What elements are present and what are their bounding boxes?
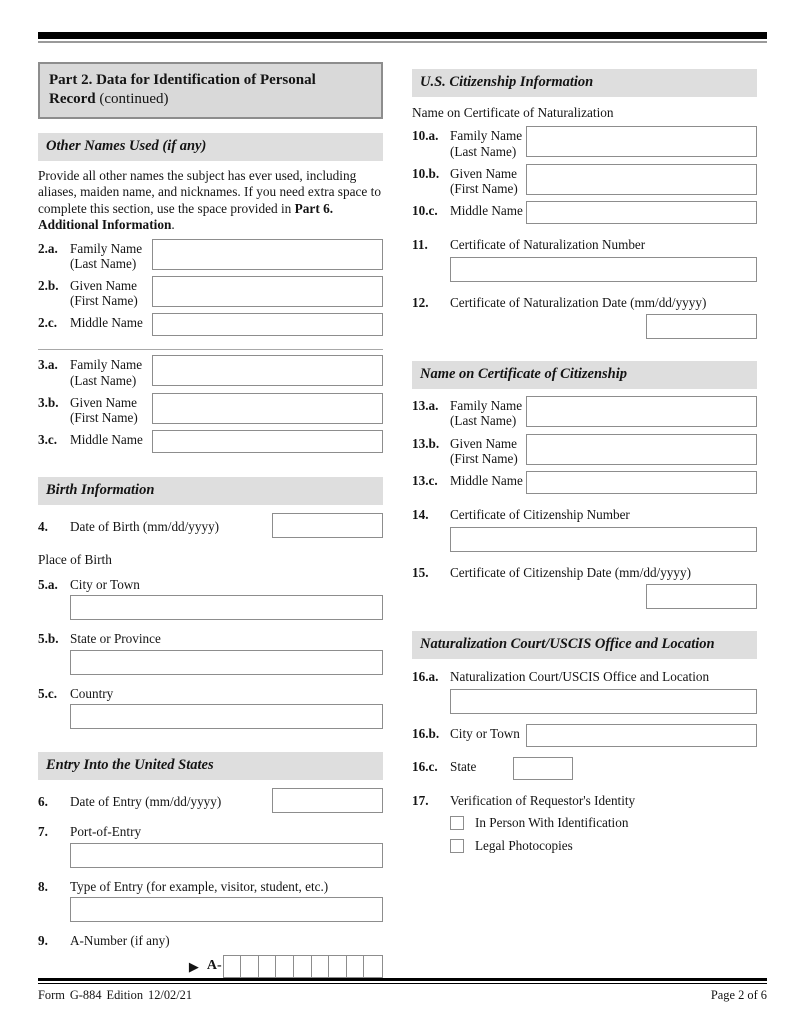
input-10c-middle-name[interactable]	[526, 201, 757, 224]
input-6-date-of-entry[interactable]	[272, 788, 383, 813]
footer-form-info	[38, 988, 197, 1003]
field-row-13b	[412, 434, 757, 466]
a-number-cell[interactable]	[347, 956, 365, 977]
field-number-6: 6.	[38, 793, 48, 809]
instructions-end: .	[171, 217, 175, 233]
field-row-4	[38, 513, 383, 538]
field-label-10a-line2: (Last Name)	[450, 143, 517, 159]
input-13a-family-name[interactable]	[526, 396, 757, 427]
field-number-5a: 5.a.	[38, 576, 58, 592]
band-title-citizenship: U.S. Citizenship Information	[420, 74, 594, 90]
input-13b-given-name[interactable]	[526, 434, 757, 465]
field-row-2b	[38, 276, 383, 308]
field-number-16c: 16.c.	[412, 758, 438, 774]
field-label-8-type-of-entry: Type of Entry (for example, visitor, student, etc.)	[70, 878, 329, 894]
input-13c-middle-name[interactable]	[526, 471, 757, 494]
field-label-10b-line2: (First Name)	[450, 181, 518, 197]
place-of-birth-label: Place of Birth	[38, 552, 112, 568]
footer-form-label: Form	[38, 988, 65, 1002]
band-title-entry: Entry Into the United States	[46, 757, 214, 774]
field-row-5b-label	[38, 629, 383, 647]
section-band-citizenship	[412, 69, 757, 97]
input-16c-state[interactable]	[513, 757, 573, 780]
field-number-3c: 3.c.	[38, 432, 58, 448]
field-number-15: 15.	[412, 564, 429, 580]
field-number-7: 7.	[38, 824, 48, 840]
checkbox-legal-photocopies[interactable]	[450, 839, 464, 853]
field-row-3b	[38, 393, 383, 425]
field-label-14-cert-citizenship-number: Certificate of Citizenship Number	[450, 507, 630, 523]
field-number-13c: 13.c.	[412, 473, 438, 489]
field-row-5a-label	[38, 575, 383, 593]
input-9-a-number-grid[interactable]	[223, 955, 383, 978]
field-row-2c	[38, 313, 383, 336]
section-band-court	[412, 631, 757, 659]
field-label-3b-line1: Given Name	[70, 394, 138, 410]
input-11-cert-naturalization-number[interactable]	[450, 257, 757, 282]
field-label-9-a-number: A-Number (if any)	[70, 933, 170, 949]
field-number-2b: 2.b.	[38, 278, 59, 294]
left-column	[38, 62, 383, 978]
input-5a-city-or-town[interactable]	[70, 595, 383, 620]
field-number-5b: 5.b.	[38, 631, 59, 647]
top-rule	[38, 32, 767, 43]
field-label-2c: Middle Name	[70, 315, 143, 331]
field-number-9: 9.	[38, 933, 48, 949]
input-3b-given-name[interactable]	[152, 393, 383, 424]
input-2a-family-name[interactable]	[152, 239, 383, 270]
field-label-16c-state: State	[450, 758, 477, 774]
field-label-13b	[450, 434, 526, 466]
band-title-birth-information: Birth Information	[46, 482, 155, 499]
name-group-separator	[38, 349, 383, 350]
field-row-13c	[412, 471, 757, 494]
input-14-cert-citizenship-number[interactable]	[450, 527, 757, 552]
footer	[38, 988, 767, 1003]
band-title-court: Naturalization Court/USCIS Office and Location	[420, 636, 715, 653]
field-number-16a: 16.a.	[412, 669, 439, 685]
field-number-13b: 13.b.	[412, 435, 440, 451]
input-3a-family-name[interactable]	[152, 355, 383, 386]
instructions-part1: Provide all other names the subject has ever used, including aliases, maiden name, and nicknames. If you need extra space to complete this section, use the space provided in	[38, 168, 381, 216]
a-number-prefix: A-	[206, 958, 222, 974]
a-number-cell[interactable]	[312, 956, 330, 977]
field-label-15-cert-citizenship-date: Certificate of Citizenship Date (mm/dd/yyyy)	[450, 564, 691, 580]
field-number-8: 8.	[38, 878, 48, 894]
field-number-14: 14.	[412, 507, 429, 523]
field-label-10b	[450, 164, 526, 196]
field-number-3b: 3.b.	[38, 394, 59, 410]
field-label-2a-line1: Family Name	[70, 240, 143, 256]
field-row-15-label	[412, 563, 757, 581]
footer-rule-thin	[38, 983, 767, 985]
input-15-cert-citizenship-date[interactable]	[646, 584, 757, 609]
part-header-line1: Part 2. Data for Identification of Personal	[49, 72, 316, 88]
field-label-5c-country: Country	[70, 685, 114, 701]
a-number-cell[interactable]	[241, 956, 259, 977]
field-number-10a: 10.a.	[412, 128, 439, 144]
band-title-cert-citizenship: Name on Certificate of Citizenship	[420, 366, 628, 383]
part-header-line2	[49, 90, 372, 109]
part-header-box	[38, 62, 383, 119]
input-5b-state-or-province[interactable]	[70, 650, 383, 675]
band-title-other-names-paren: (if any)	[158, 138, 207, 154]
field-row-15-input-wrap	[412, 584, 757, 609]
field-number-3a: 3.a.	[38, 357, 58, 373]
field-label-3b	[70, 393, 152, 425]
checkbox-row-in-person[interactable]	[450, 815, 757, 831]
field-label-13b-line2: (First Name)	[450, 450, 518, 466]
field-label-13b-line1: Given Name	[450, 435, 518, 451]
other-names-instructions	[38, 168, 383, 234]
field-label-2b-line2: (First Name)	[70, 293, 138, 309]
a-number-cell[interactable]	[224, 956, 242, 977]
field-row-16b	[412, 724, 757, 747]
input-8-type-of-entry[interactable]	[70, 897, 383, 922]
field-label-5a-city-or-town: City or Town	[70, 576, 140, 592]
a-number-row	[38, 955, 383, 978]
field-row-3a	[38, 355, 383, 387]
field-label-2b	[70, 276, 152, 308]
footer-form-number: G-884	[69, 988, 102, 1002]
field-label-13a-line1: Family Name	[450, 398, 523, 414]
field-number-10b: 10.b.	[412, 165, 440, 181]
field-label-10c: Middle Name	[450, 203, 523, 219]
field-row-12-input-wrap	[412, 314, 757, 339]
field-row-12-label	[412, 293, 757, 311]
field-number-12: 12.	[412, 294, 429, 310]
field-label-17-verification: Verification of Requestor's Identity	[450, 792, 636, 808]
a-number-cell[interactable]	[259, 956, 277, 977]
input-3c-middle-name[interactable]	[152, 430, 383, 453]
field-label-3a-line1: Family Name	[70, 357, 143, 373]
field-number-11: 11.	[412, 237, 428, 253]
a-number-cell[interactable]	[329, 956, 347, 977]
field-row-6	[38, 788, 383, 813]
citizenship-subtitle: Name on Certificate of Naturalization	[412, 105, 614, 120]
checkbox-label-in-person: In Person With Identification	[475, 815, 629, 831]
checkbox-in-person-with-identification[interactable]	[450, 816, 464, 830]
input-16a-office-location[interactable]	[450, 689, 757, 714]
field-label-10b-line1: Given Name	[450, 165, 518, 181]
input-2b-given-name[interactable]	[152, 276, 383, 307]
section-band-other-names	[38, 133, 383, 161]
top-rule-thick	[38, 32, 767, 39]
input-2c-middle-name[interactable]	[152, 313, 383, 336]
field-row-13a	[412, 396, 757, 428]
field-label-16b-city-or-town: City or Town	[450, 725, 520, 741]
field-label-10a	[450, 126, 526, 158]
field-label-5b-state-or-province: State or Province	[70, 631, 161, 647]
field-label-2a	[70, 239, 152, 271]
field-number-2c: 2.c.	[38, 315, 58, 331]
footer-page-number: Page 2 of 6	[710, 988, 767, 1002]
field-row-17-label	[412, 791, 757, 809]
a-number-cell[interactable]	[276, 956, 294, 977]
field-row-14-label	[412, 505, 757, 523]
field-label-3a-line2: (Last Name)	[70, 372, 137, 388]
field-row-11-label	[412, 235, 757, 253]
footer-rule	[38, 978, 767, 984]
field-number-2a: 2.a.	[38, 240, 58, 256]
field-label-11-cert-naturalization-number: Certificate of Naturalization Number	[450, 237, 646, 253]
input-7-port-of-entry[interactable]	[70, 843, 383, 868]
field-label-3b-line2: (First Name)	[70, 410, 138, 426]
field-number-4: 4.	[38, 519, 48, 534]
footer-edition-date: 12/02/21	[148, 988, 193, 1002]
right-arrow-icon: ▶	[188, 958, 199, 974]
section-band-birth-information	[38, 477, 383, 505]
field-label-10a-line1: Family Name	[450, 128, 523, 144]
right-column	[412, 62, 757, 854]
field-label-2a-line2: (Last Name)	[70, 255, 137, 271]
footer-edition-label: Edition	[106, 988, 144, 1002]
field-label-4-date-of-birth: Date of Birth (mm/dd/yyyy)	[70, 519, 220, 534]
input-12-cert-naturalization-date[interactable]	[646, 314, 757, 339]
field-number-5c: 5.c.	[38, 685, 58, 701]
band-title-other-names: Other Names Used	[46, 138, 159, 154]
field-row-10c	[412, 201, 757, 224]
field-label-13a	[450, 396, 526, 428]
section-band-cert-citizenship	[412, 361, 757, 389]
checkbox-row-legal-photocopies[interactable]	[450, 838, 757, 854]
a-number-cell[interactable]	[294, 956, 312, 977]
field-row-8-label	[38, 877, 383, 895]
field-number-13a: 13.a.	[412, 398, 439, 414]
field-label-6-date-of-entry: Date of Entry (mm/dd/yyyy)	[70, 793, 222, 809]
part-header-continued: (continued)	[95, 91, 169, 107]
checkbox-label-legal-photocopies: Legal Photocopies	[475, 838, 573, 854]
field-row-16c	[412, 757, 757, 780]
a-number-cell[interactable]	[364, 956, 382, 977]
field-row-10a	[412, 126, 757, 158]
field-number-17: 17.	[412, 792, 429, 808]
field-label-7-port-of-entry: Port-of-Entry	[70, 824, 142, 840]
instructions-bold: Part 6. Additional Information	[38, 200, 334, 233]
input-16b-city-or-town[interactable]	[526, 724, 757, 747]
input-5c-country[interactable]	[70, 704, 383, 729]
input-10a-family-name[interactable]	[526, 126, 757, 157]
field-label-13c: Middle Name	[450, 473, 523, 489]
input-4-date-of-birth[interactable]	[272, 513, 383, 538]
field-row-5c-label	[38, 684, 383, 702]
field-label-3c: Middle Name	[70, 432, 143, 448]
field-row-9-label	[38, 931, 383, 949]
field-row-16a-label	[412, 667, 757, 685]
section-band-entry	[38, 752, 383, 780]
top-rule-thin	[38, 41, 767, 43]
field-label-2b-line1: Given Name	[70, 278, 138, 294]
field-row-7-label	[38, 822, 383, 840]
field-label-3a	[70, 355, 152, 387]
field-row-3c	[38, 430, 383, 453]
input-10b-given-name[interactable]	[526, 164, 757, 195]
field-row-10b	[412, 164, 757, 196]
field-number-16b: 16.b.	[412, 725, 440, 741]
part-header-line2-bold: Record	[49, 91, 96, 107]
field-label-13a-line2: (Last Name)	[450, 413, 517, 429]
field-number-10c: 10.c.	[412, 203, 438, 219]
field-label-16a-office-location: Naturalization Court/USCIS Office and Location	[450, 669, 710, 685]
field-label-12-cert-naturalization-date: Certificate of Naturalization Date (mm/dd/yyyy)	[450, 294, 707, 310]
field-row-2a	[38, 239, 383, 271]
